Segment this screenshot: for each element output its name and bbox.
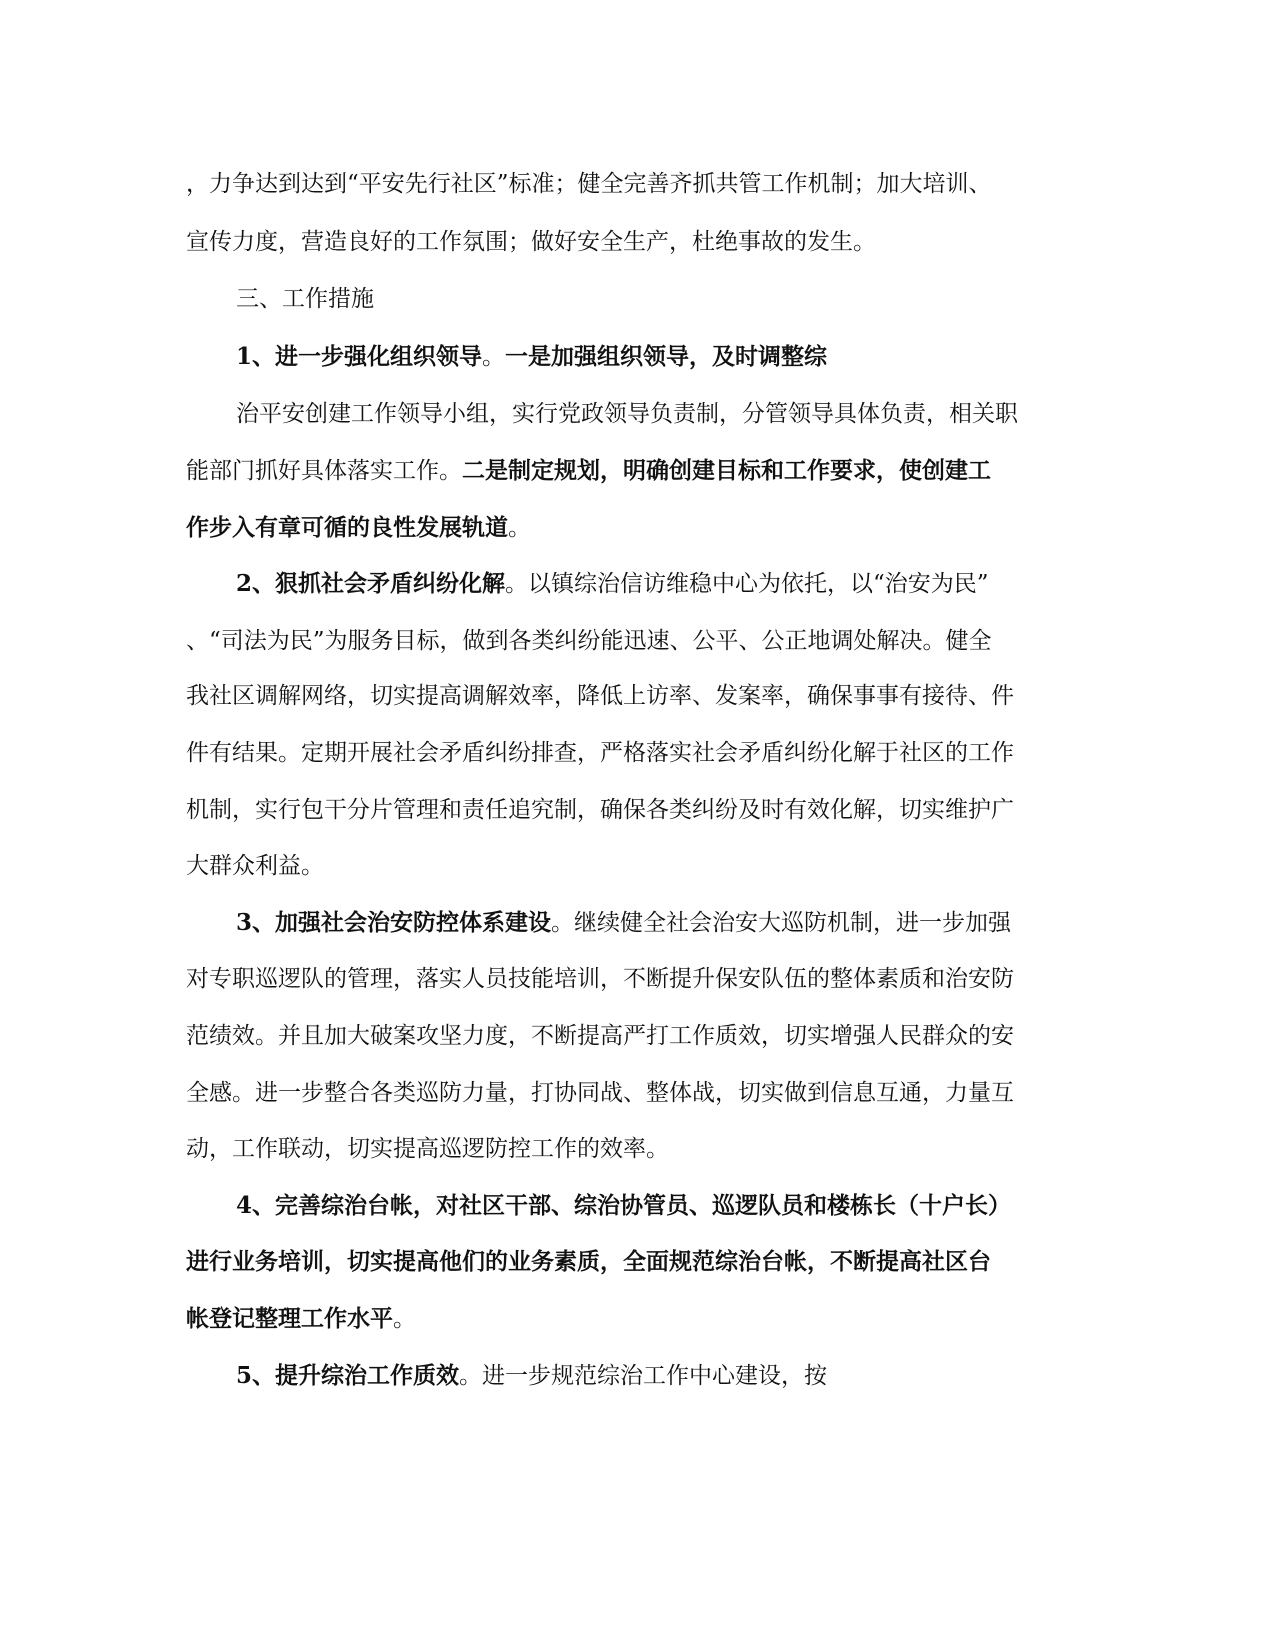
text-line <box>236 398 1018 430</box>
text-run: 。进一步规范综治工作中心建设，按 <box>459 1363 828 1389</box>
bold-text-run: 进行业务培训，切实提高他们的业务素质，全面规范综治台帐，不断提高社区台 <box>186 1248 991 1275</box>
text-run: 动，工作联动，切实提高巡逻防控工作的效率。 <box>186 1136 669 1162</box>
text-run: 大群众利益。 <box>186 853 324 879</box>
text-line <box>186 1246 991 1278</box>
text-run: 、“司法为民”为服务目标，做到各类纠纷能迅速、公平、公正地调处解决。健全 <box>186 628 992 654</box>
text-run: 。以镇综治信访维稳中心为依托，以“治安为民” <box>505 571 989 597</box>
bold-text-run: 二是制定规划，明确创建目标和工作要求，使创建工 <box>462 457 991 484</box>
text-line <box>186 226 876 258</box>
text-run: 。继续健全社会治安大巡防机制，进一步加强 <box>551 910 1012 936</box>
text-line <box>236 341 827 373</box>
text-run: 。 <box>393 1306 416 1332</box>
text-line <box>186 168 992 200</box>
text-run: 。 <box>482 344 506 370</box>
text-line <box>236 568 989 600</box>
text-run: 三、工作措施 <box>236 286 374 312</box>
text-run: 全感。进一步整合各类巡防力量，打协同战、整体战，切实做到信息互通，力量互 <box>186 1080 1014 1106</box>
text-run: ，力争达到达到“平安先行社区”标准；健全完善齐抓共管工作机制；加大培训、 <box>186 171 992 197</box>
text-line <box>236 283 374 315</box>
text-line <box>236 907 1011 939</box>
text-line <box>186 1077 1014 1109</box>
text-line <box>186 1133 669 1165</box>
text-line <box>186 1303 416 1335</box>
bold-text-run: 2、狠抓社会矛盾纠纷化解 <box>236 570 506 597</box>
text-line <box>186 455 991 487</box>
text-line <box>186 680 1014 712</box>
bold-text-run: 一是加强组织领导，及时调整综 <box>505 343 828 370</box>
text-line <box>186 625 992 657</box>
text-run: 治平安创建工作领导小组，实行党政领导负责制，分管领导具体负责，相关职 <box>236 401 1018 427</box>
text-run: 范绩效。并且加大破案攻坚力度，不断提高严打工作质效，切实增强人民群众的安 <box>186 1023 1014 1049</box>
text-run: 机制，实行包干分片管理和责任追究制，确保各类纠纷及时有效化解，切实维护广 <box>186 797 1014 823</box>
text-run: 我社区调解网络，切实提高调解效率，降低上访率、发案率，确保事事有接待、件 <box>186 683 1014 709</box>
text-line <box>236 1190 1011 1222</box>
text-line <box>186 963 1014 995</box>
text-run: 能部门抓好具体落实工作。 <box>186 458 462 484</box>
text-run: 件有结果。定期开展社会矛盾纠纷排查，严格落实社会矛盾纠纷化解于社区的工作 <box>186 740 1014 766</box>
text-run: 宣传力度，营造良好的工作氛围；做好安全生产，杜绝事故的发生。 <box>186 229 876 255</box>
text-line <box>236 1360 827 1392</box>
text-line <box>186 512 531 544</box>
bold-text-run: 3、加强社会治安防控体系建设 <box>236 909 552 936</box>
bold-text-run: 4、完善综治台帐，对社区干部、综治协管员、巡逻队员和楼栋长（十户长） <box>236 1192 1012 1219</box>
text-run: 。 <box>508 515 531 541</box>
text-run: 对专职巡逻队的管理，落实人员技能培训，不断提升保安队伍的整体素质和治安防 <box>186 966 1014 992</box>
bold-text-run: 1、进一步强化组织领导 <box>236 343 483 370</box>
bold-text-run: 5、提升综治工作质效 <box>236 1362 460 1389</box>
text-line <box>186 850 324 882</box>
text-line <box>186 794 1014 826</box>
bold-text-run: 帐登记整理工作水平 <box>186 1305 393 1332</box>
text-line <box>186 737 1014 769</box>
bold-text-run: 作步入有章可循的良性发展轨道 <box>186 514 508 541</box>
text-line <box>186 1020 1014 1052</box>
